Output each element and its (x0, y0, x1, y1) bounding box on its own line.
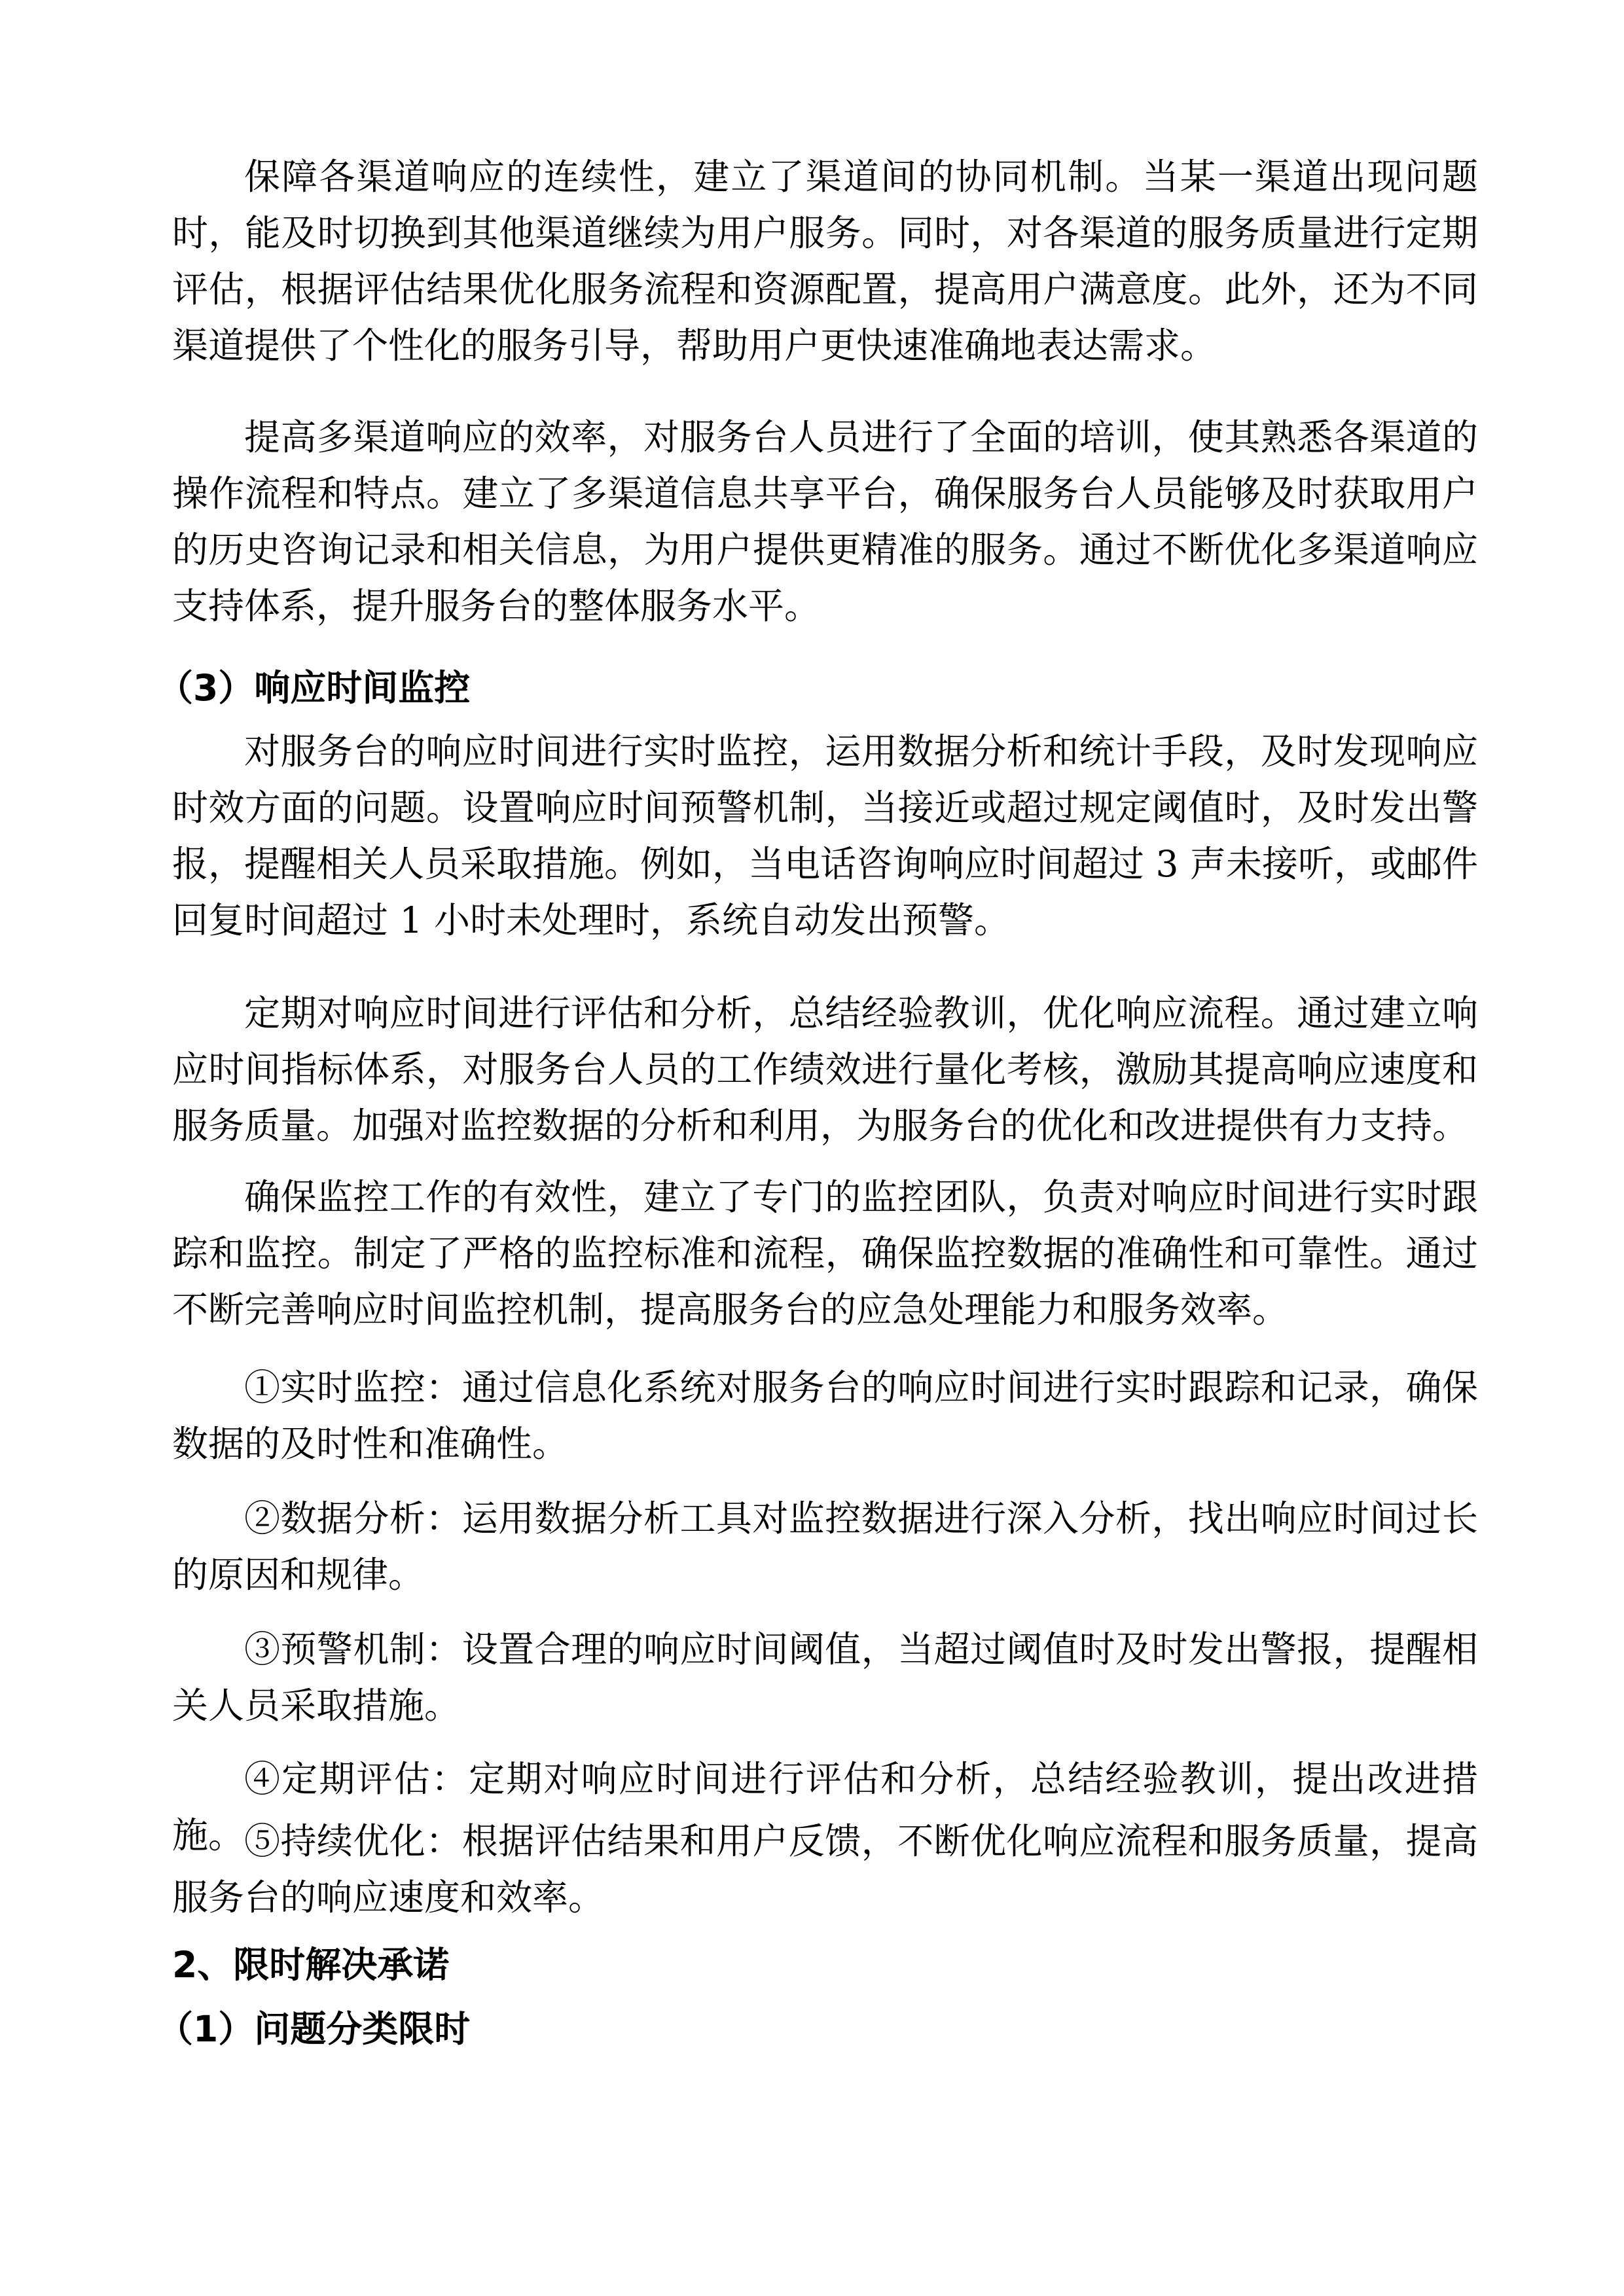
list-item: ④定期评估：定期对响应时间进行评估和分析，总结经验教训，提出改进措施。 (172, 1758, 1478, 1856)
list-item: ③预警机制：设置合理的响应时间阈值，当超过阈值时及时发出警报，提醒相关人员采取措施。 (172, 1628, 1478, 1727)
subsection-heading-problem-classification: （1）问题分类限时 (157, 2008, 471, 2050)
paragraph-realtime-monitoring: 对服务台的响应时间进行实时监控，运用数据分析和统计手段，及时发现响应时效方面的问题。设置响应时间预警机制，当接近或超过规定阈值时，及时发出警报，提醒相关人员采取措施。例如，当电话咨询响应时间超过 3 声未接听，或邮件回复时间超过 1 小时未处理时，系统自动发出预警。 (172, 730, 1478, 941)
paragraph-channel-efficiency: 提高多渠道响应的效率，对服务台人员进行了全面的培训，使其熟悉各渠道的操作流程和特点。建立了多渠道信息共享平台，确保服务台人员能够及时获取用户的历史咨询记录和相关信息，为用户提供更精准的服务。通过不断优化多渠道响应支持体系，提升服务台的整体服务水平。 (172, 416, 1478, 627)
paragraph-channel-continuity: 保障各渠道响应的连续性，建立了渠道间的协同机制。当某一渠道出现问题时，能及时切换到其他渠道继续为用户服务。同时，对各渠道的服务质量进行定期评估，根据评估结果优化服务流程和资源配置，提高用户满意度。此外，还为不同渠道提供了个性化的服务引导，帮助用户更快速准确地表达需求。 (172, 156, 1478, 367)
paragraph-monitoring-team: 确保监控工作的有效性，建立了专门的监控团队，负责对响应时间进行实时跟踪和监控。制定了严格的监控标准和流程，确保监控数据的准确性和可靠性。通过不断完善响应时间监控机制，提高服务台的应急处理能力和服务效率。 (172, 1176, 1478, 1331)
paragraph-periodic-evaluation: 定期对响应时间进行评估和分析，总结经验教训，优化响应流程。通过建立响应时间指标体系，对服务台人员的工作绩效进行量化考核，激励其提高响应速度和服务质量。加强对监控数据的分析和利用，为服务台的优化和改进提供有力支持。 (172, 992, 1478, 1147)
list-item: ①实时监控：通过信息化系统对服务台的响应时间进行实时跟踪和记录，确保数据的及时性和准确性。 (172, 1367, 1478, 1465)
list-item: ②数据分析：运用数据分析工具对监控数据进行深入分析，找出响应时间过长的原因和规律。 (172, 1498, 1478, 1596)
list-item: ⑤持续优化：根据评估结果和用户反馈，不断优化响应流程和服务质量，提高服务台的响应速度和效率。 (172, 1820, 1478, 1918)
section-heading-response-time-monitoring: （3）响应时间监控 (157, 667, 471, 709)
section-heading-time-limited-resolution: 2、限时解决承诺 (172, 1944, 450, 1986)
